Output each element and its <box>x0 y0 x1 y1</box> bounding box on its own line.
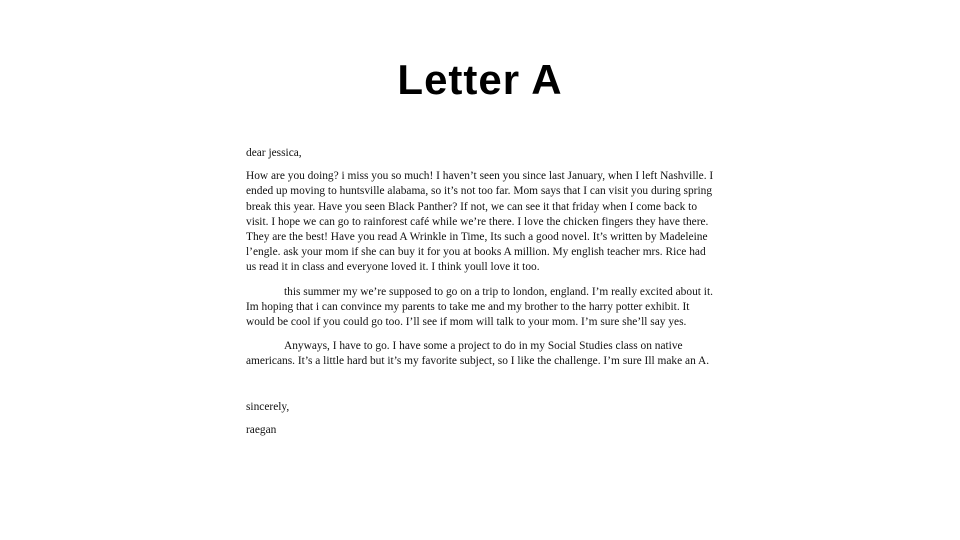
letter-closing: sincerely, <box>246 400 290 413</box>
letter-greeting: dear jessica, <box>246 147 302 159</box>
letter-document <box>246 146 714 438</box>
letter-paragraph-1: How are you doing? i miss you so much! I haven’t seen you since last January, when I left Nashville. I ended up moving to huntsville alabama, so it’s not too far. Mom says that I can visit you during spring break this year. Have you seen Black Panther? If not, we can see it that friday when I come back to visit. I hope we can go to rainforest café while we’re there. I love the chicken fingers they have there. They are the best! Have you read A Wrinkle in Time, Its such a good novel. It’s written by Madeleine l’engle. ask your mom if she can buy it for you at books A million. My english teacher mrs. Rice had us read it in class and everyone loved it. I think youll love it too. <box>246 170 714 274</box>
letter-signature: raegan <box>246 423 277 436</box>
letter-paragraph-3: Anyways, I have to go. I have some a project to do in my Social Studies class on native americans. It’s a little hard but it’s my favorite subject, so I like the challenge. I’m sure Ill make an A. <box>246 340 710 368</box>
letter-paragraph-2: this summer my we’re supposed to go on a trip to london, england. I’m really excited about it. Im hoping that i can convince my parents to take me and my brother to the harry potter exhibit. It would be cool if you could go too. I’ll see if mom will talk to your mom. I’m sure she’ll say yes. <box>246 285 713 329</box>
slide-title: Letter A <box>397 56 563 103</box>
